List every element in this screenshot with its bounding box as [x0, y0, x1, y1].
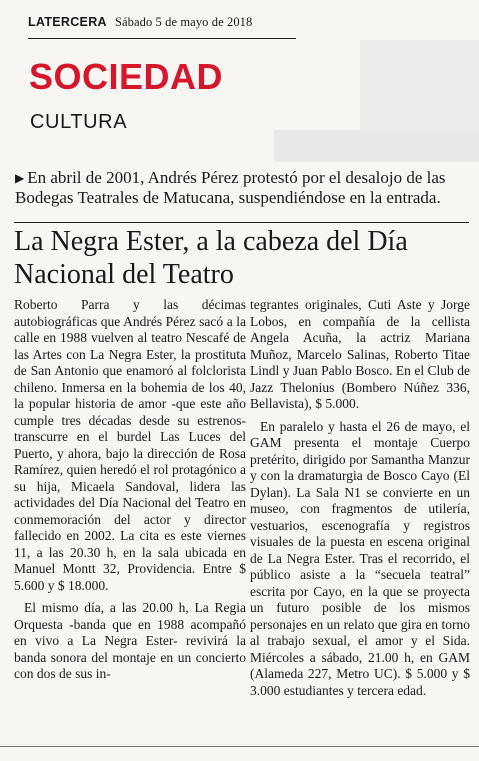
subsection-title: CULTURA: [30, 111, 128, 133]
article-headline: La Negra Ester, a la cabeza del Día Nacional del Teatro: [14, 222, 469, 291]
photo-fragment: [360, 40, 479, 135]
photo-fragment-lower: [274, 130, 479, 162]
photo-caption: [15, 168, 470, 207]
section-title: SOCIEDAD: [29, 56, 224, 97]
caption-text: En abril de 2001, Andrés Pérez protestó por el desalojo de las Bodegas Teatrales de Matucana, suspendiéndose en la entrada.: [15, 168, 446, 207]
newspaper-name: LATERCERA: [28, 15, 107, 29]
paragraph: En paralelo y hasta el 26 de mayo, el GAM presenta el montaje Cuerpo pretérito, dirigido por Samantha Manzur y con la dramaturgia de Bosco Cayo (El Dylan). La Sala N1 se convierte en un museo, con fragmentos de utilería, vestuarios, escenografía y registros visuales de la puesta en escena original de La Negra Ester. Tras el recorrido, el público asiste a la “secuela teatral” escrita por Cayo, en la que se proyecta un futuro posible de los mismos personajes en un relato que gira en torno al trabajo sexual, el amor y el Sida. Miércoles a sábado, 21.00 h, en GAM (Alameda 227, Metro UC). $ 5.000 y $ 3.000 estudiantes y tercera edad.: [250, 418, 470, 698]
bottom-rule: [0, 746, 479, 747]
article-column-right: [250, 297, 470, 705]
triangle-icon: ▶: [15, 171, 25, 185]
page-header: [28, 14, 252, 30]
paragraph: tegrantes originales, Cuti Aste y Jorge Lobos, en compañía de la cellista Angela Acuña, la actriz Mariana Muñoz, Marcelo Salinas, Roberto Titae Lindl y Juan Pablo Bosco. En el Club de Jazz Thelonius (Bombero Núñez 336, Bellavista), $ 5.000.: [250, 297, 470, 411]
issue-date: Sábado 5 de mayo de 2018: [114, 15, 253, 29]
header-rule: [28, 38, 296, 39]
paragraph: Roberto Parra y las décimas autobiográficas que Andrés Pérez sacó a la calle en 1988 vuelven al teatro Nescafé de las Artes con La Negra Ester, la prostituta de San Antonio que enamoró al folclorista chileno. Inmersa en la bohemia de los 40, la popular historia de amor -que este año cumple tres décadas desde su estrenos- transcurre en el burdel Las Luces del Puerto, y ahora, bajo la dirección de Rosa Ramírez, quien heredó el rol protagónico a su hija, Micaela Sandoval, lidera las actividades del Día Nacional del Teatro en conmemoración del actor y director fallecido en 2002. La cita es este viernes 11, a las 20.30 h, en la sala ubicada en Manuel Montt 32, Providencia. Entre $ 5.600 y $ 18.000.: [14, 297, 246, 593]
article-column-left: [14, 297, 246, 689]
paragraph: El mismo día, a las 20.00 h, La Regia Orquesta -banda que en 1988 acompañó en vivo a La Negra Ester- revivirá la banda sonora del montaje en un concierto con dos de sus in-: [14, 600, 246, 681]
